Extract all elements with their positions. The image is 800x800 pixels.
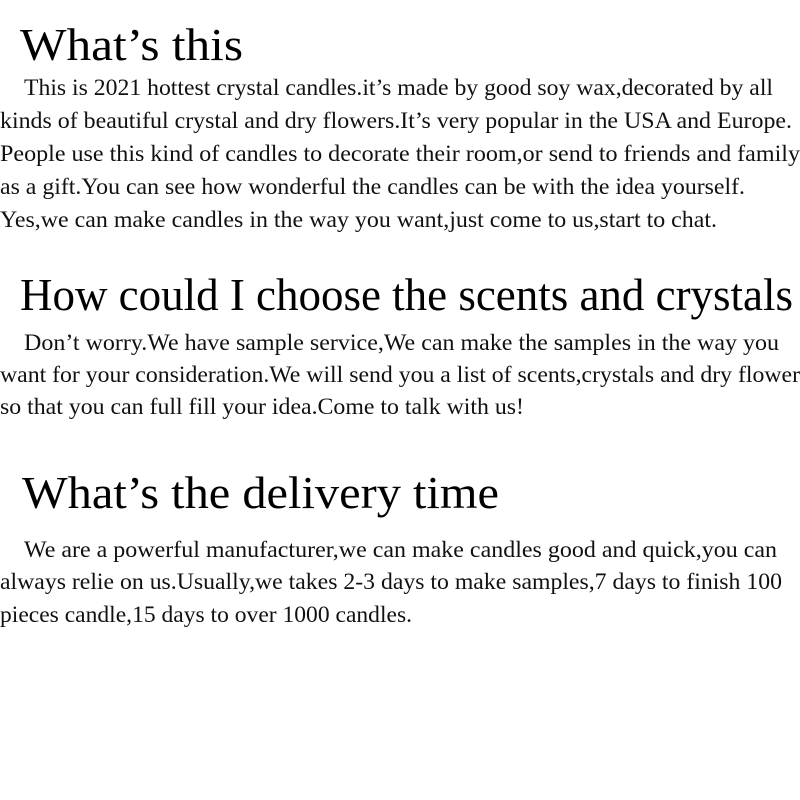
heading-choose-scents: How could I choose the scents and crystals	[20, 269, 793, 320]
paragraph-line: as a gift.You can see how wonderful the candles can be with the idea yourself.	[0, 174, 746, 199]
heading-delivery-time: What’s the delivery time	[22, 467, 499, 518]
paragraph-line: Yes,we can make candles in the way you want,just come to us,start to chat.	[0, 207, 718, 232]
paragraph-line: always relie on us.Usually,we takes 2-3 days to make samples,7 days to finish 100	[0, 569, 782, 594]
paragraph-line: People use this kind of candles to decorate their room,or send to friends and family	[0, 141, 800, 166]
paragraph-line: kinds of beautiful crystal and dry flowers.It’s very popular in the USA and Europe.	[0, 108, 793, 133]
heading-whats-this: What’s this	[20, 19, 243, 70]
paragraph-line: Don’t worry.We have sample service,We can make the samples in the way you	[24, 330, 779, 355]
paragraph-line: We are a powerful manufacturer,we can make candles good and quick,you can	[24, 537, 777, 562]
paragraph-line: want for your consideration.We will send you a list of scents,crystals and dry flower	[0, 362, 800, 387]
paragraph-line: so that you can full fill your idea.Come to talk with us!	[0, 394, 524, 419]
paragraph-line: pieces candle,15 days to over 1000 candles.	[0, 602, 412, 627]
paragraph-line: This is 2021 hottest crystal candles.it’s made by good soy wax,decorated by all	[24, 75, 773, 100]
